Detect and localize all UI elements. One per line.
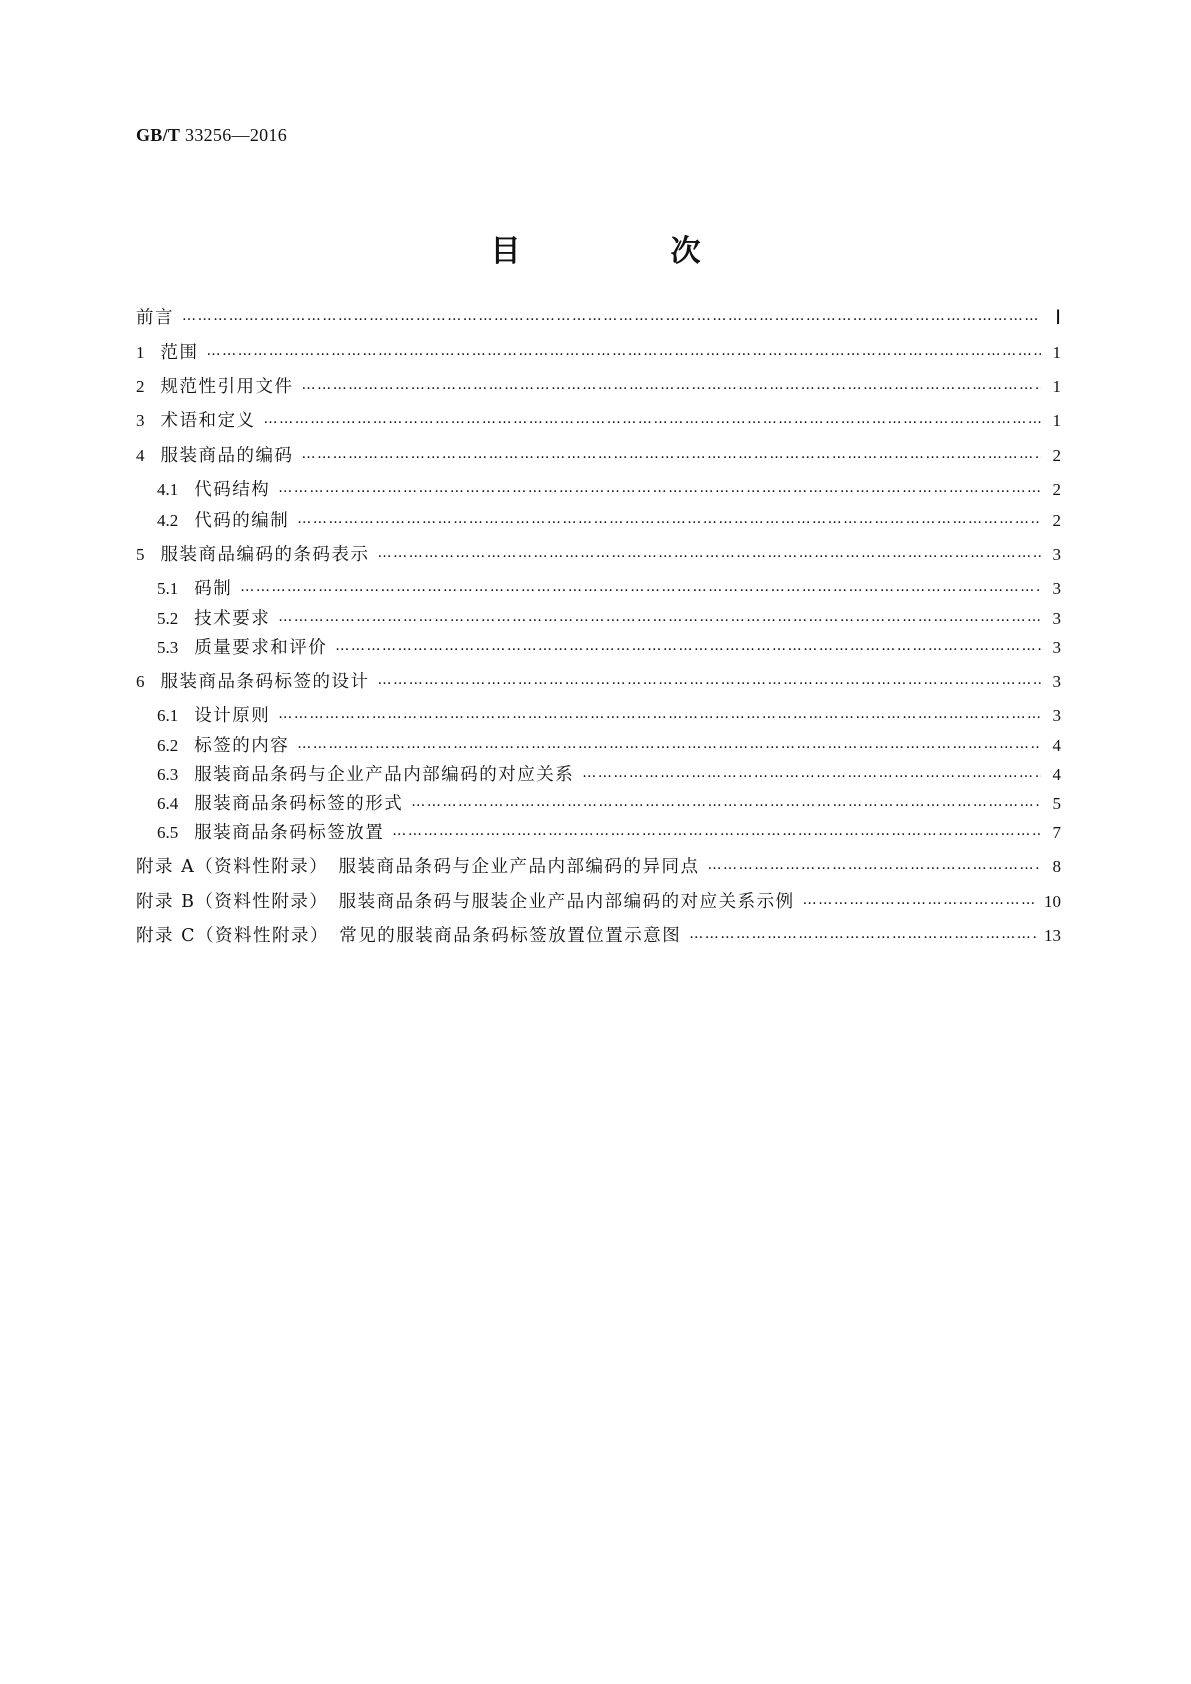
toc-entry-text: 质量要求和评价 — [194, 638, 328, 658]
toc-entry-number: 4.2 — [157, 511, 179, 530]
toc-entry-text: 标签的内容 — [194, 736, 290, 756]
toc-entry-6-3[interactable] — [157, 760, 1061, 786]
toc-entry-number: 6 — [136, 672, 145, 691]
toc-entry-page: 4 — [1052, 765, 1061, 784]
toc-entry-6[interactable] — [136, 667, 1061, 693]
toc-leader-dots — [411, 791, 1041, 813]
toc-leader-dots — [240, 576, 1041, 598]
toc-leader-dots — [302, 443, 1042, 465]
toc-entry-appendix-c[interactable] — [136, 921, 1061, 947]
toc-entry-page: 3 — [1052, 672, 1061, 691]
toc-entry-6-1[interactable] — [157, 701, 1061, 727]
toc-entry-text: 技术要求 — [194, 609, 271, 629]
toc-entry-text: 代码的编制 — [194, 511, 290, 531]
toc-entry-5-3[interactable] — [157, 633, 1061, 659]
toc-entry-page: 2 — [1052, 511, 1061, 530]
toc-entry-number: 5.3 — [157, 638, 179, 657]
toc-entry-text: 服装商品编码的条码表示 — [160, 545, 370, 565]
toc-entry-text: 码制 — [194, 579, 233, 599]
toc-leader-dots — [689, 923, 1038, 945]
toc-entry-appendix-b[interactable] — [136, 887, 1061, 913]
toc-entry-text: 附录 A（资料性附录） 服装商品条码与企业产品内部编码的异同点 — [136, 857, 700, 877]
toc-leader-dots — [378, 669, 1042, 691]
toc-entry-text: 服装商品条码标签放置 — [194, 823, 385, 843]
toc-entry-text: 代码结构 — [194, 480, 271, 500]
toc-entry-page: 1 — [1052, 377, 1061, 396]
toc-leader-dots — [297, 508, 1041, 530]
toc-entry-text: 设计原则 — [194, 706, 271, 726]
toc-leader-dots — [302, 374, 1042, 396]
toc-entry-text: 规范性引用文件 — [160, 377, 294, 397]
toc-entry-text: 附录 C（资料性附录） 常见的服装商品条码标签放置位置示意图 — [136, 926, 682, 946]
toc-entry-number: 5.2 — [157, 609, 179, 628]
toc-entry-page: 3 — [1052, 706, 1061, 725]
toc-leader-dots — [207, 340, 1042, 362]
page-title: 目 次 — [490, 234, 761, 269]
toc-entry-text: 附录 B（资料性附录） 服装商品条码与服装企业产品内部编码的对应关系示例 — [136, 892, 795, 912]
toc-entry-6-4[interactable] — [157, 789, 1061, 815]
toc-entry-text: 服装商品的编码 — [160, 446, 294, 466]
toc-entry-number: 4.1 — [157, 480, 179, 499]
toc-entry-page: 1 — [1052, 343, 1061, 362]
toc-entry-2[interactable] — [136, 372, 1061, 398]
toc-entry-5[interactable] — [136, 540, 1061, 566]
toc-entry-1[interactable] — [136, 338, 1061, 364]
toc-leader-dots — [278, 477, 1041, 499]
toc-entry-page: 3 — [1052, 545, 1061, 564]
toc-entry-page: 3 — [1052, 638, 1061, 657]
toc-entry-6-5[interactable] — [157, 818, 1061, 844]
toc-entry-4-2[interactable] — [157, 506, 1061, 532]
toc-entry-page: 8 — [1052, 857, 1061, 876]
toc-entry-page: 1 — [1052, 411, 1061, 430]
toc-entry-3[interactable] — [136, 406, 1061, 432]
toc-entry-number: 6.5 — [157, 823, 179, 842]
toc-entry-number: 6.3 — [157, 765, 179, 784]
toc-entry-number: 5.1 — [157, 579, 179, 598]
toc-entry-page: Ⅰ — [1055, 307, 1061, 329]
toc-leader-dots — [278, 606, 1041, 628]
toc-entry-appendix-a[interactable] — [136, 852, 1061, 878]
toc-entry-number: 6.2 — [157, 736, 179, 755]
toc-leader-dots — [335, 635, 1041, 657]
toc-entry-4-1[interactable] — [157, 475, 1061, 501]
toc-leader-dots — [582, 762, 1041, 784]
toc-entry-number: 3 — [136, 411, 145, 430]
toc-entry-5-1[interactable] — [157, 574, 1061, 600]
toc-entry-text: 服装商品条码与企业产品内部编码的对应关系 — [194, 765, 575, 785]
toc-leader-dots — [278, 703, 1041, 725]
toc-entry-number: 2 — [136, 377, 145, 396]
toc-leader-dots — [803, 889, 1038, 911]
toc-entry-page: 3 — [1052, 579, 1061, 598]
toc-leader-dots — [392, 820, 1041, 842]
toc-leader-dots — [264, 408, 1042, 430]
toc-entry-text: 服装商品条码标签的设计 — [160, 672, 370, 692]
toc-entry-6-2[interactable] — [157, 731, 1061, 757]
toc-entry-text: 前言 — [136, 308, 174, 328]
toc-entry-page: 2 — [1052, 480, 1061, 499]
standard-number: 33256—2016 — [185, 125, 288, 145]
toc-entry-text: 术语和定义 — [160, 411, 256, 431]
toc-entry-page: 10 — [1044, 892, 1061, 911]
toc-leader-dots — [378, 542, 1042, 564]
toc-entry-4[interactable] — [136, 441, 1061, 467]
toc-entry-number: 6.1 — [157, 706, 179, 725]
toc-entry-number: 1 — [136, 343, 145, 362]
toc-entry-page: 4 — [1052, 736, 1061, 755]
toc-leader-dots — [707, 854, 1041, 876]
toc-entry-text: 服装商品条码标签的形式 — [194, 794, 404, 814]
toc-entry-page: 13 — [1044, 926, 1061, 945]
toc-entry-number: 6.4 — [157, 794, 179, 813]
toc-entry-foreword[interactable] — [136, 303, 1061, 329]
toc-entry-page: 3 — [1052, 609, 1061, 628]
toc-leader-dots — [297, 733, 1041, 755]
standard-prefix: GB/T — [136, 125, 181, 145]
toc-entry-page: 2 — [1052, 446, 1061, 465]
toc-leader-dots — [182, 305, 1041, 327]
toc-entry-page: 7 — [1052, 823, 1061, 842]
toc-entry-page: 5 — [1052, 794, 1061, 813]
toc-entry-number: 5 — [136, 545, 145, 564]
toc-entry-text: 范围 — [160, 343, 199, 363]
toc-entry-number: 4 — [136, 446, 145, 465]
toc-entry-5-2[interactable] — [157, 604, 1061, 630]
